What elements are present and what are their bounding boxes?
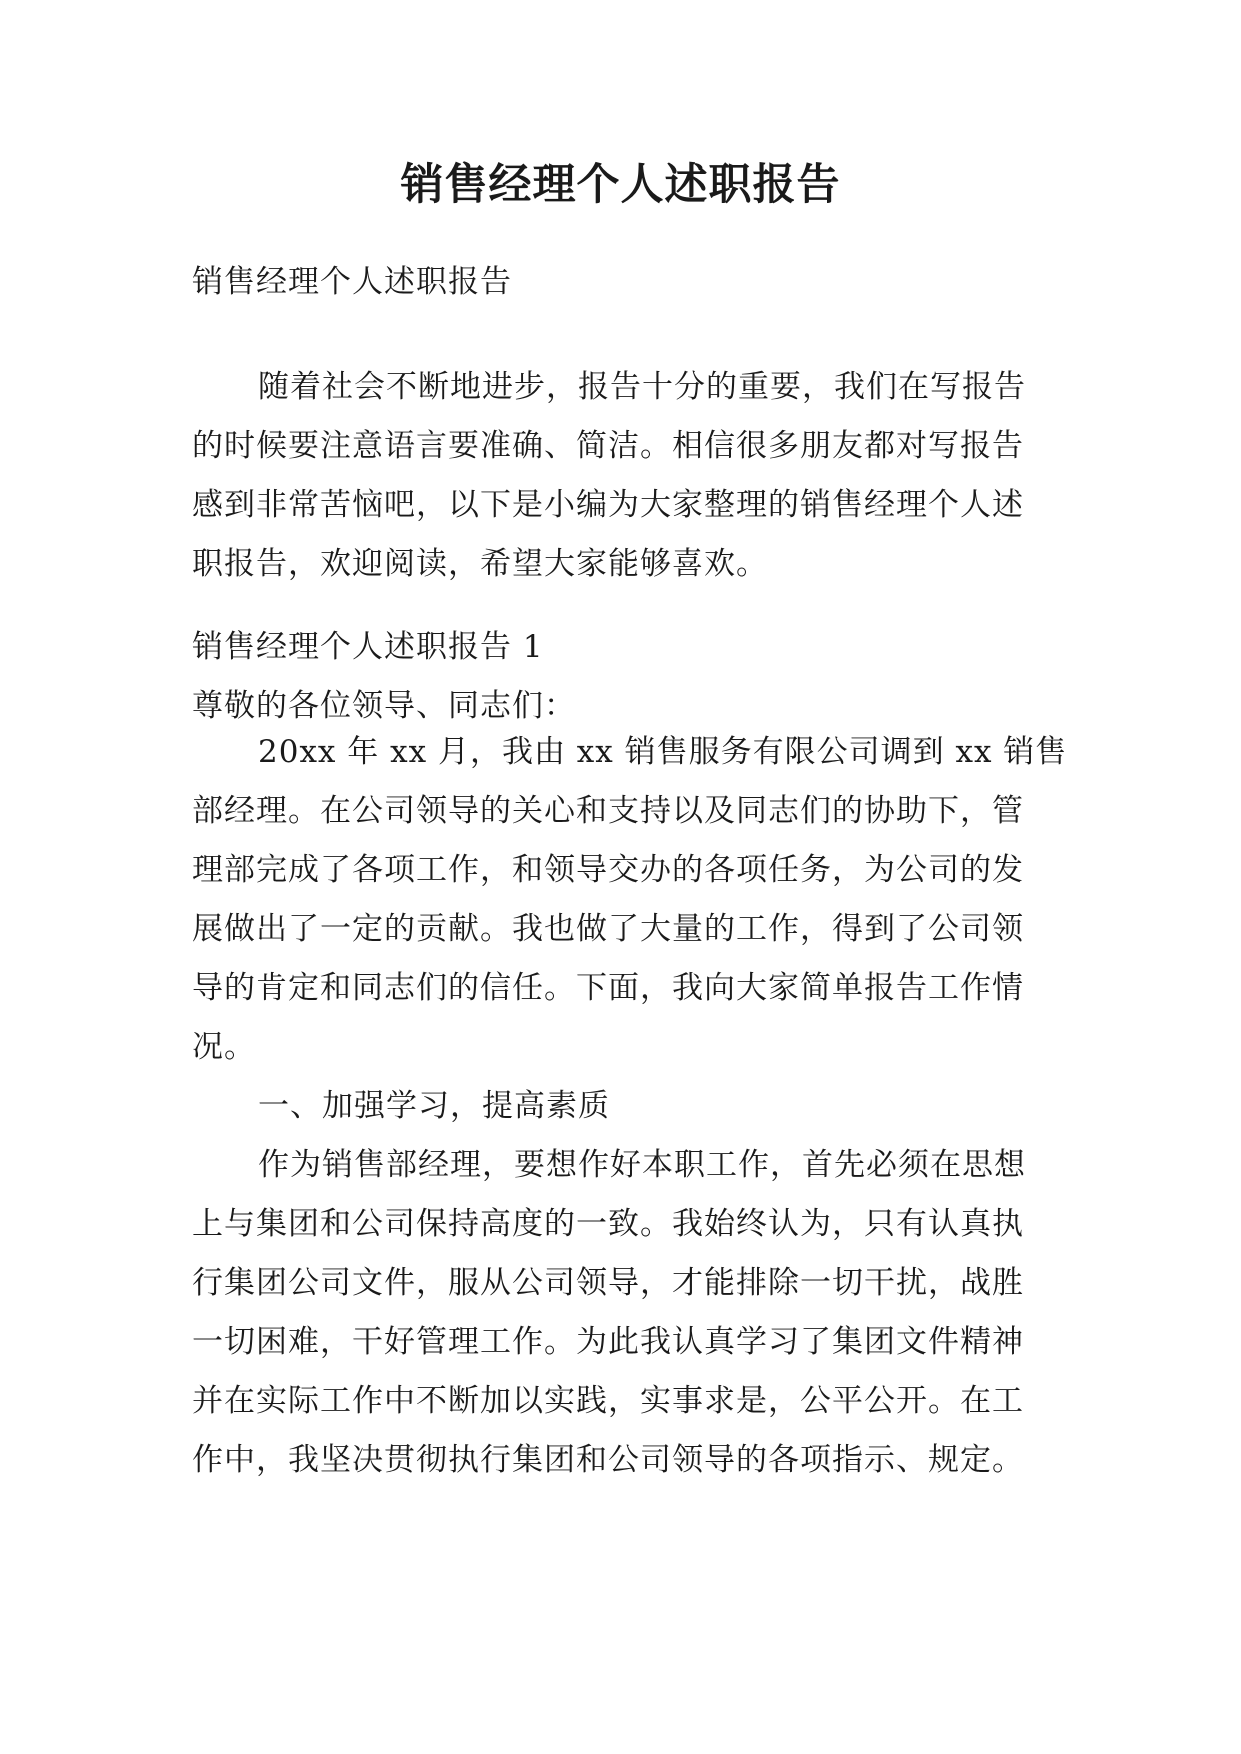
- paragraph-line: 一切困难，干好管理工作。为此我认真学习了集团文件精神: [192, 1324, 1024, 1360]
- intro-line: 的时候要注意语言要准确、简洁。相信很多朋友都对写报告: [192, 428, 1024, 464]
- document-subtitle: [192, 253, 1072, 312]
- document-title: 销售经理个人述职报告: [400, 160, 841, 210]
- subtitle-text: 销售经理个人述职报告: [192, 264, 512, 300]
- salutation: 尊敬的各位领导、同志们：: [192, 688, 576, 724]
- paragraph-line: 展做出了一定的贡献。我也做了大量的工作，得到了公司领: [192, 911, 1024, 947]
- paragraph-line: 况。: [192, 1029, 256, 1065]
- heading-1: 一、加强学习，提高素质: [258, 1088, 610, 1124]
- intro-line: 随着社会不断地进步，报告十分的重要，我们在写报告: [258, 369, 1026, 405]
- intro-paragraph: [192, 358, 1072, 594]
- paragraph-line: 并在实际工作中不断加以实践，实事求是，公平公开。在工: [192, 1383, 1024, 1419]
- section-header: [192, 618, 1072, 736]
- paragraph-line: 作为销售部经理，要想作好本职工作，首先必须在思想: [258, 1147, 1026, 1183]
- intro-line: 职报告，欢迎阅读，希望大家能够喜欢。: [192, 546, 768, 582]
- paragraph-line: 部经理。在公司领导的关心和支持以及同志们的协助下，管: [192, 793, 1024, 829]
- paragraph-1: [192, 723, 1072, 1077]
- paragraph-line: 20xx 年 xx 月，我由 xx 销售服务有限公司调到 xx 销售: [258, 734, 1068, 770]
- intro-line: 感到非常苦恼吧，以下是小编为大家整理的销售经理个人述: [192, 487, 1024, 523]
- paragraph-line: 理部完成了各项工作，和领导交办的各项任务，为公司的发: [192, 852, 1024, 888]
- section-title: 销售经理个人述职报告 1: [192, 629, 544, 665]
- paragraph-2: [192, 1136, 1072, 1490]
- paragraph-line: 导的肯定和同志们的信任。下面，我向大家简单报告工作情: [192, 970, 1024, 1006]
- paragraph-line: 上与集团和公司保持高度的一致。我始终认为，只有认真执: [192, 1206, 1024, 1242]
- heading-1-block: [192, 1077, 1072, 1136]
- paragraph-line: 作中，我坚决贯彻执行集团和公司领导的各项指示、规定。: [192, 1442, 1024, 1478]
- paragraph-line: 行集团公司文件，服从公司领导，才能排除一切干扰，战胜: [192, 1265, 1024, 1301]
